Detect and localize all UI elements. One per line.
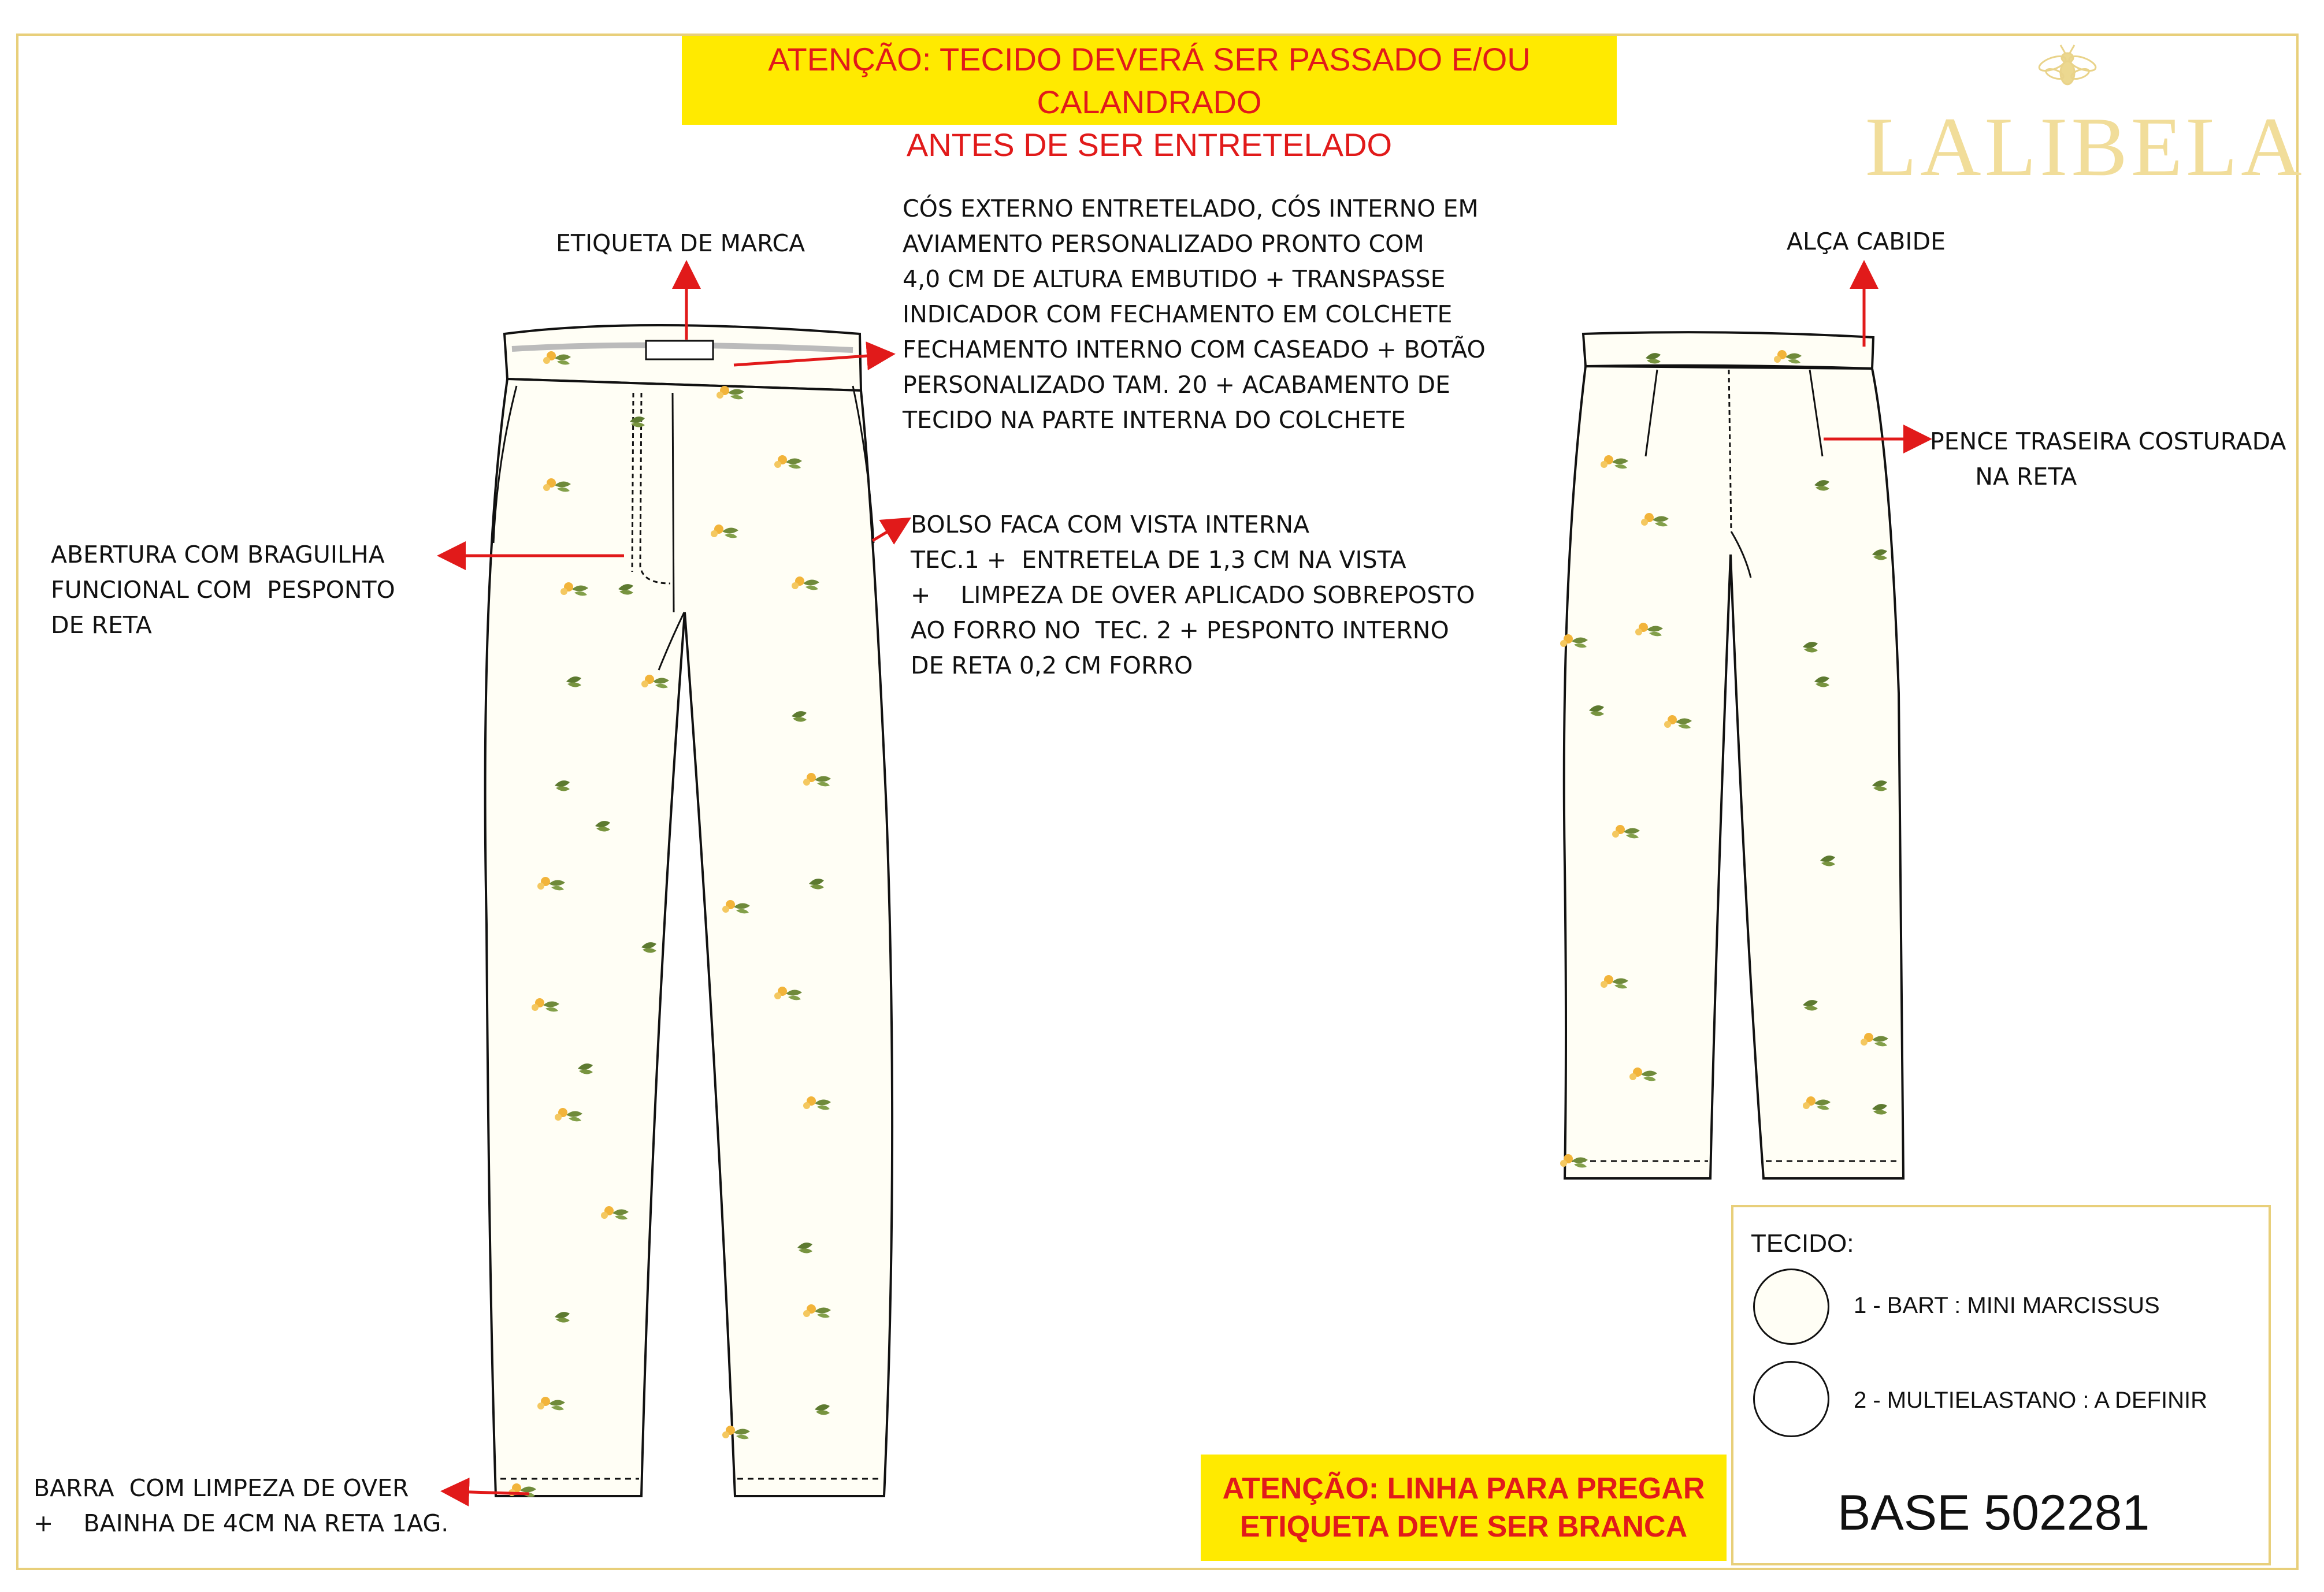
fabric-item-1: 1 - BART : MINI MARCISSUS xyxy=(1854,1293,2160,1318)
floral-print-swatch-circle xyxy=(1753,1269,1829,1345)
brand-logo-text: LALIBELA xyxy=(1865,100,2306,194)
warning-banner-bottom xyxy=(1201,1455,1727,1561)
annotation-dart: PENCE TRASEIRA COSTURADA NA RETA xyxy=(1930,427,2286,490)
front-pants-drawing xyxy=(485,325,892,1496)
warning-bottom-line-1: ATENÇÃO: LINHA PARA PREGAR xyxy=(1222,1472,1705,1505)
fabric-title: TECIDO: xyxy=(1751,1229,1854,1258)
warning-top-line-1: ATENÇÃO: TECIDO DEVERÁ SER PASSADO E/OU CALANDRADO xyxy=(768,41,1531,120)
warning-bottom-line-2: ETIQUETA DEVE SER BRANCA xyxy=(1239,1510,1688,1543)
annotation-pocket: BOLSO FACA COM VISTA INTERNA TEC.1 + ENTRETELA DE 1,3 CM NA VISTA + LIMPEZA DE OVER APLICADO SOBREPOSTO AO FORRO NO TEC. 2 + PESPONTO INTERNO DE RETA 0,2 CM FORRO xyxy=(911,511,1475,679)
base-code: BASE 502281 xyxy=(1837,1485,2150,1541)
annotation-brand-label: ETIQUETA DE MARCA xyxy=(556,229,805,257)
annotation-fly: ABERTURA COM BRAGUILHA FUNCIONAL COM PESPONTO DE RETA xyxy=(51,541,395,639)
blank-swatch xyxy=(1753,1361,1829,1437)
back-pants-drawing xyxy=(1564,332,1903,1178)
fabric-item-2: 2 - MULTIELASTANO : A DEFINIR xyxy=(1854,1388,2207,1413)
annotation-waistband: CÓS EXTERNO ENTRETELADO, CÓS INTERNO EM AVIAMENTO PERSONALIZADO PRONTO COM 4,0 CM DE ALTURA EMBUTIDO + TRANSPASSE INDICADOR COM FECHAMENTO EM COLCHETE FECHAMENTO INTERNO COM CASEADO + BOTÃO PERSONALIZADO TAM. 20 + ACABAMENTO DE TECIDO NA PARTE INTERNA DO COLCHETE xyxy=(903,195,1486,434)
warning-top-line-2: ANTES DE SER ENTRETELADO xyxy=(906,127,1393,163)
annotation-hem: BARRA COM LIMPEZA DE OVER + BAINHA DE 4CM NA RETA 1AG. xyxy=(34,1474,449,1537)
annotation-hanger-loop: ALÇA CABIDE xyxy=(1787,228,1946,255)
